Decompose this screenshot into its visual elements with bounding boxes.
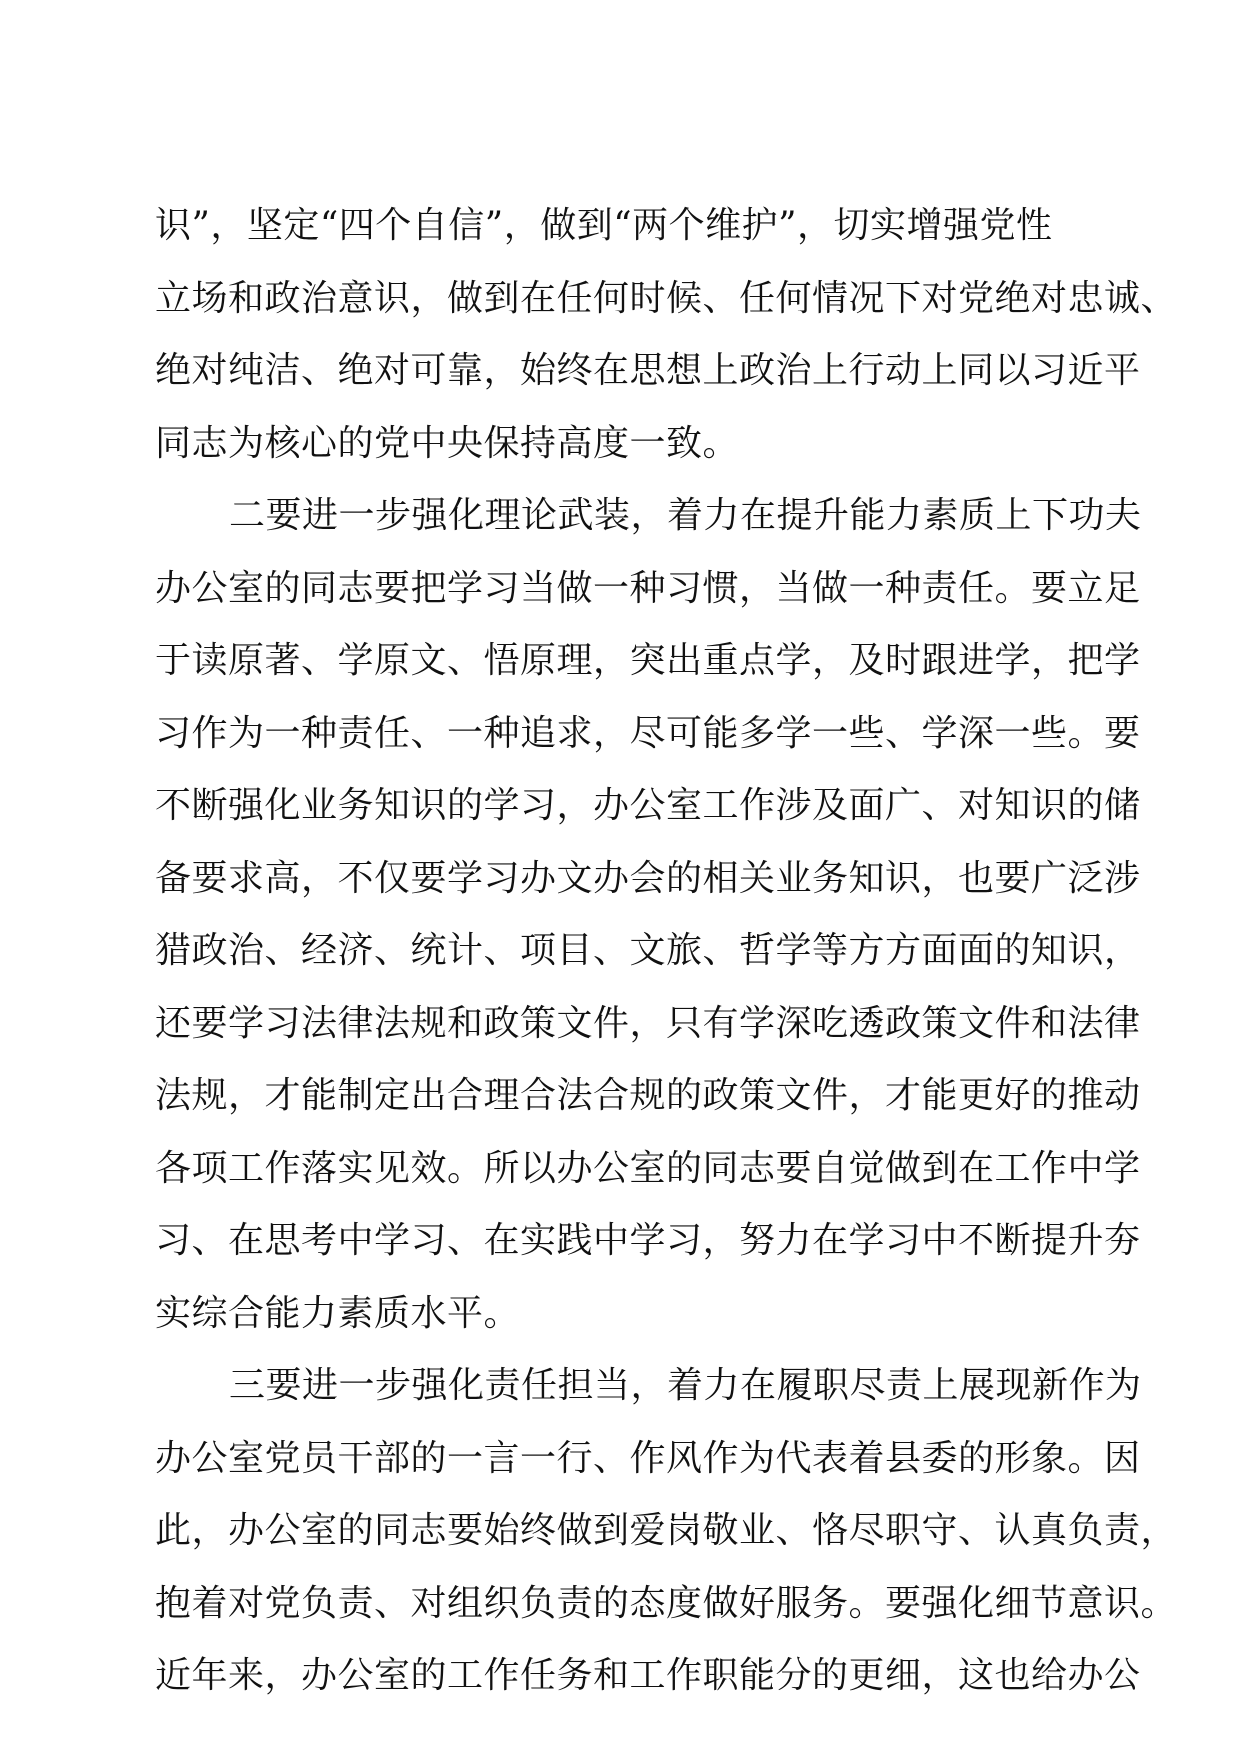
text-line: 习、在思考中学习、在实践中学习，努力在学习中不断提升夯 bbox=[155, 1220, 1141, 1261]
text-line: 不断强化业务知识的学习，办公室工作涉及面广、对知识的储 bbox=[155, 785, 1141, 826]
text-line: 于读原著、学原文、悟原理，突出重点学，及时跟进学，把学 bbox=[155, 640, 1141, 681]
document-body bbox=[155, 190, 1178, 1713]
paragraph-heading-line: 二要进一步强化理论武装，着力在提升能力素质上下功夫 bbox=[229, 495, 1142, 536]
text-line: 习作为一种责任、一种追求，尽可能多学一些、学深一些。要 bbox=[155, 712, 1141, 754]
text-line: 绝对纯洁、绝对可靠，始终在思想上政治上行动上同以习近平 bbox=[155, 350, 1141, 391]
text-line: 此，办公室的同志要始终做到爱岗敬业、恪尽职守、认真负责， bbox=[155, 1510, 1178, 1551]
text-line: 抱着对党负责、对组织负责的态度做好服务。要强化细节意识。 bbox=[155, 1582, 1178, 1624]
text-line: 实综合能力素质水平。 bbox=[155, 1292, 521, 1334]
paragraph-theory-study bbox=[155, 480, 1142, 1350]
text-line: 备要求高，不仅要学习办文办会的相关业务知识，也要广泛涉 bbox=[155, 857, 1141, 899]
text-line: 近年来，办公室的工作任务和工作职能分的更细，这也给办公 bbox=[155, 1655, 1141, 1696]
text-line: 办公室的同志要把学习当做一种习惯，当做一种责任。要立足 bbox=[155, 567, 1141, 609]
text-line: 识”，坚定“四个自信”，做到“两个维护”，切实增强党性 bbox=[155, 205, 1053, 246]
paragraph-responsibility bbox=[155, 1350, 1178, 1713]
text-line: 猎政治、经济、统计、项目、文旅、哲学等方方面面的知识， bbox=[155, 930, 1141, 971]
text-line: 同志为核心的党中央保持高度一致。 bbox=[155, 422, 740, 464]
text-line: 法规，才能制定出合理合法合规的政策文件，才能更好的推动 bbox=[155, 1075, 1141, 1116]
text-line: 办公室党员干部的一言一行、作风作为代表着县委的形象。因 bbox=[155, 1437, 1141, 1479]
text-line: 立场和政治意识，做到在任何时候、任何情况下对党绝对忠诚、 bbox=[155, 277, 1178, 319]
text-line: 还要学习法律法规和政策文件，只有学深吃透政策文件和法律 bbox=[155, 1002, 1141, 1044]
paragraph-heading-line: 三要进一步强化责任担当，着力在履职尽责上展现新作为 bbox=[229, 1365, 1142, 1406]
paragraph-continuation bbox=[155, 190, 1178, 480]
text-line: 各项工作落实见效。所以办公室的同志要自觉做到在工作中学 bbox=[155, 1147, 1141, 1189]
